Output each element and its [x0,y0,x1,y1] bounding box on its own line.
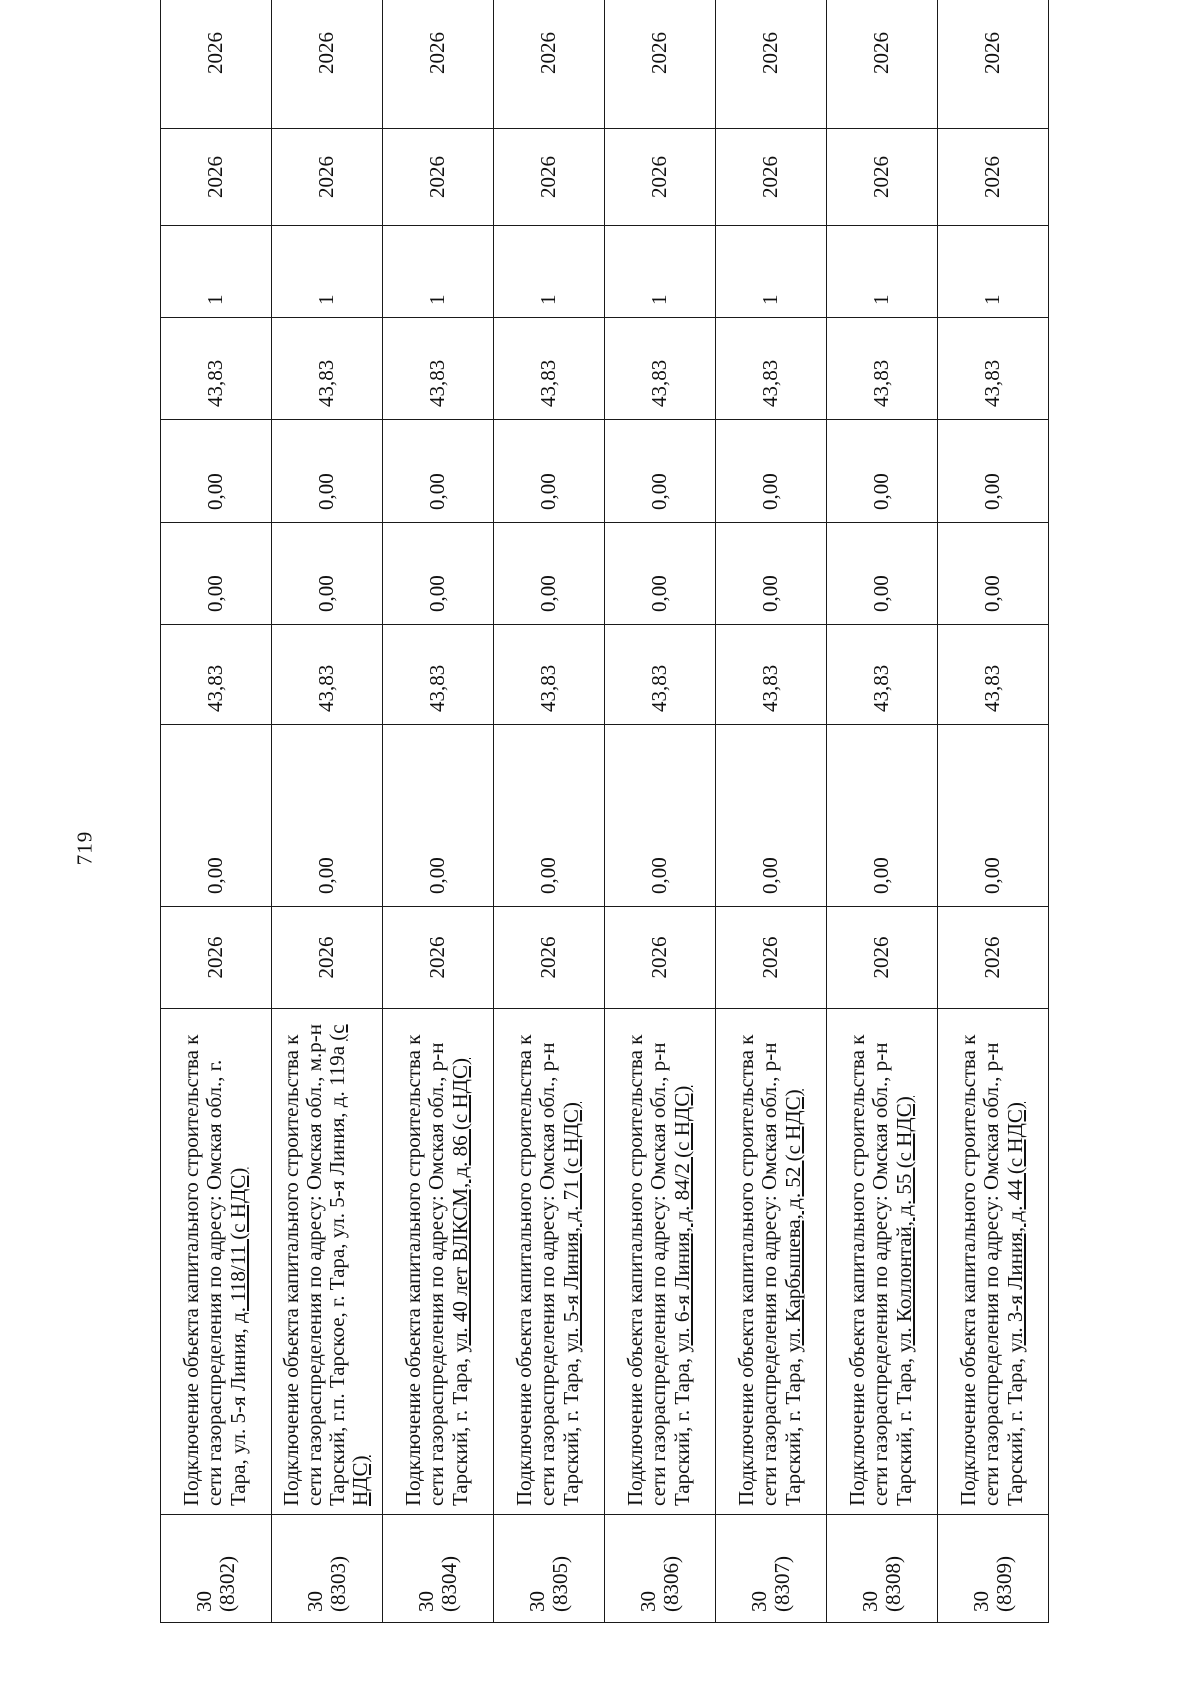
value-cell-a: 0,00 [383,725,494,907]
row-id-code: (8304) [437,1556,461,1612]
description-underlined-text: ул. Коллонтай, д. 55 (с НДС) [891,1096,916,1353]
year-cell-b: 2026 [383,129,494,226]
row-id-code: (8308) [881,1556,905,1612]
description-underlined-text: (с НДС) [325,1024,373,1506]
year-cell-b: 2026 [161,129,272,226]
value-cell-a: 0,00 [272,725,383,907]
value-cell-c: 0,00 [161,523,272,625]
value-cell-a: 0,00 [716,725,827,907]
row-id-cell [272,1515,383,1623]
year-cell-a: 2026 [605,907,716,1009]
table-row [383,0,494,1623]
row-id-cell [716,1515,827,1623]
data-table [160,0,1049,1623]
table-row [938,0,1049,1623]
row-id-cell [161,1515,272,1623]
description-cell [383,1009,494,1515]
year-cell-a: 2026 [827,907,938,1009]
row-id-number: 30 [968,1591,993,1612]
value-cell-b: 43,83 [827,625,938,725]
description-text: Подключение объекта капитального строительства к сети газораспределения по адресу: Омская обл., р-н Тарский, г. Тара, [512,1034,583,1506]
description-cell [272,1009,383,1515]
value-cell-b: 43,83 [494,625,605,725]
description-underlined-text: д. 118/11 (с НДС) [225,1167,250,1323]
year-cell-b: 2026 [716,129,827,226]
year-cell-c: 2026 [605,0,716,129]
value-cell-a: 0,00 [827,725,938,907]
row-id-code: (8309) [992,1556,1016,1612]
row-id-code: (8302) [215,1556,239,1612]
count-cell: 1 [494,226,605,318]
table-row [605,0,716,1623]
year-cell-a: 2026 [716,907,827,1009]
year-cell-c: 2026 [161,0,272,129]
year-cell-a: 2026 [161,907,272,1009]
description-cell [605,1009,716,1515]
table-row [716,0,827,1623]
value-cell-e: 43,83 [383,318,494,420]
row-id-code: (8303) [326,1556,350,1612]
row-id-cell [494,1515,605,1623]
count-cell: 1 [383,226,494,318]
value-cell-b: 43,83 [161,625,272,725]
value-cell-e: 43,83 [938,318,1049,420]
row-id-cell [605,1515,716,1623]
value-cell-e: 43,83 [716,318,827,420]
table-row [272,0,383,1623]
year-cell-b: 2026 [827,129,938,226]
year-cell-a: 2026 [272,907,383,1009]
count-cell: 1 [716,226,827,318]
year-cell-c: 2026 [827,0,938,129]
year-cell-b: 2026 [272,129,383,226]
year-cell-a: 2026 [494,907,605,1009]
description-text: Подключение объекта капитального строительства к сети газораспределения по адресу: Омская обл., р-н Тарский, г. Тара, [734,1034,805,1506]
value-cell-d: 0,00 [272,420,383,523]
value-cell-b: 43,83 [605,625,716,725]
value-cell-d: 0,00 [383,420,494,523]
row-id-cell [383,1515,494,1623]
value-cell-c: 0,00 [272,523,383,625]
year-cell-c: 2026 [938,0,1049,129]
year-cell-b: 2026 [494,129,605,226]
count-cell: 1 [827,226,938,318]
value-cell-d: 0,00 [716,420,827,523]
row-id-number: 30 [746,1591,771,1612]
row-id-number: 30 [302,1591,327,1612]
value-cell-e: 43,83 [605,318,716,420]
description-underlined-text: ул. Карбышева, д. 52 (с НДС) [780,1089,805,1353]
value-cell-d: 0,00 [938,420,1049,523]
value-cell-a: 0,00 [938,725,1049,907]
count-cell: 1 [161,226,272,318]
description-underlined-text: ул. 5-я Линия, д. 71 (с НДС) [558,1102,583,1353]
value-cell-a: 0,00 [161,725,272,907]
year-cell-b: 2026 [605,129,716,226]
row-id-number: 30 [413,1591,438,1612]
value-cell-c: 0,00 [827,523,938,625]
value-cell-e: 43,83 [827,318,938,420]
description-text: Подключение объекта капитального строительства к сети газораспределения по адресу: Омская обл., р-н Тарский, г. Тара, [623,1034,694,1506]
description-cell [827,1009,938,1515]
value-cell-e: 43,83 [161,318,272,420]
description-cell [494,1009,605,1515]
description-text: Подключение объекта капитального строительства к сети газораспределения по адресу: Омская обл., р-н Тарский, г. Тара, [845,1034,916,1506]
value-cell-c: 0,00 [938,523,1049,625]
value-cell-c: 0,00 [716,523,827,625]
rotated-table-container [160,32,1049,1623]
year-cell-a: 2026 [383,907,494,1009]
description-text: Подключение объекта капитального строительства к сети газораспределения по адресу: Омская обл., м.р-н Тарский, г.п. Тарское, г. Тара, ул. 5-я Линия, д. 119а [278,1023,349,1506]
row-id-code: (8305) [548,1556,572,1612]
row-id-code: (8306) [659,1556,683,1612]
row-id-number: 30 [635,1591,660,1612]
description-text: Подключение объекта капитального строительства к сети газораспределения по адресу: Омская обл., г. Тара, ул. 5-я Линия, [179,1034,250,1506]
value-cell-d: 0,00 [494,420,605,523]
table-row [494,0,605,1623]
value-cell-d: 0,00 [605,420,716,523]
description-cell [716,1009,827,1515]
year-cell-b: 2026 [938,129,1049,226]
value-cell-b: 43,83 [716,625,827,725]
description-text: Подключение объекта капитального строительства к сети газораспределения по адресу: Омская обл., р-н Тарский, г. Тара, [956,1034,1027,1506]
count-cell: 1 [272,226,383,318]
value-cell-a: 0,00 [494,725,605,907]
year-cell-c: 2026 [716,0,827,129]
page-number: 719 [72,830,97,866]
row-id-cell [938,1515,1049,1623]
value-cell-c: 0,00 [383,523,494,625]
row-id-number: 30 [857,1591,882,1612]
value-cell-c: 0,00 [605,523,716,625]
table-row [827,0,938,1623]
value-cell-b: 43,83 [938,625,1049,725]
count-cell: 1 [938,226,1049,318]
table-row [161,0,272,1623]
count-cell: 1 [605,226,716,318]
row-id-cell [827,1515,938,1623]
description-underlined-text: ул. 40 лет ВЛКСМ, д. 86 (с НДС) [447,1058,472,1353]
description-text: Подключение объекта капитального строительства к сети газораспределения по адресу: Омская обл., р-н Тарский, г. Тара, [401,1034,472,1506]
value-cell-e: 43,83 [494,318,605,420]
value-cell-b: 43,83 [383,625,494,725]
year-cell-c: 2026 [383,0,494,129]
value-cell-a: 0,00 [605,725,716,907]
description-underlined-text: ул. 3-я Линия, д. 44 (с НДС) [1002,1102,1027,1353]
year-cell-c: 2026 [272,0,383,129]
description-underlined-text: ул. 6-я Линия, д. 84/2 (с НДС) [669,1085,694,1353]
year-cell-a: 2026 [938,907,1049,1009]
year-cell-c: 2026 [494,0,605,129]
value-cell-c: 0,00 [494,523,605,625]
row-id-number: 30 [524,1591,549,1612]
row-id-code: (8307) [770,1556,794,1612]
description-cell [161,1009,272,1515]
row-id-number: 30 [191,1591,216,1612]
value-cell-d: 0,00 [827,420,938,523]
value-cell-b: 43,83 [272,625,383,725]
value-cell-e: 43,83 [272,318,383,420]
description-cell [938,1009,1049,1515]
value-cell-d: 0,00 [161,420,272,523]
